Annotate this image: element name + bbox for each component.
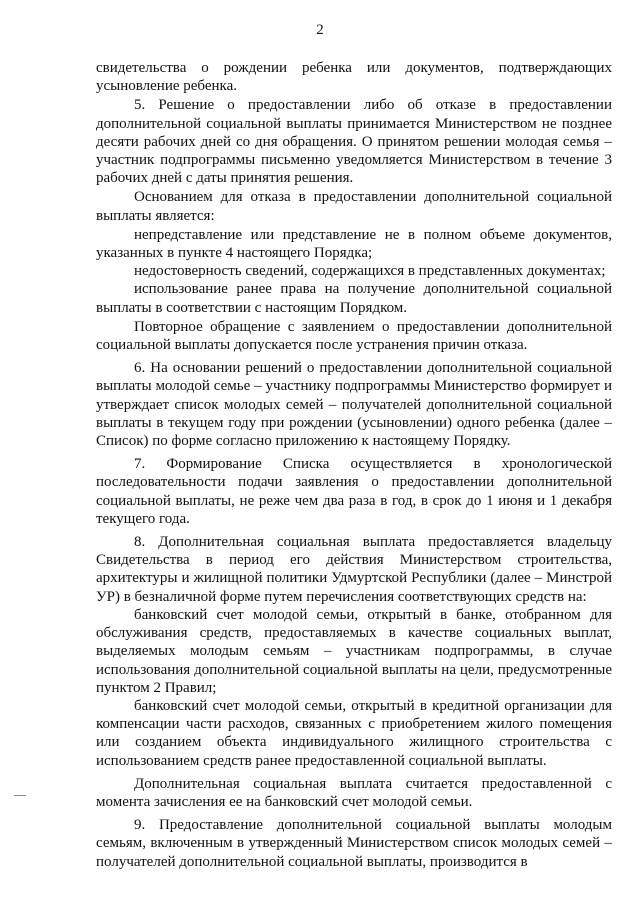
page-number: 2 (316, 22, 324, 38)
paragraph-ground-unreliable: недостоверность сведений, содержащихся в представленных документах; (134, 263, 606, 280)
paragraph-bank-account-credit: банковский счет молодой семьи, открытый в кредитной организации для компенсации части расходов, связанных с приобретением жилого помещения или созданием объекта индивидуального жилищного строительства с использованием средств ранее предоставленной социальной выплаты. (96, 697, 612, 769)
paragraph-provided-moment: Дополнительная социальная выплата считается предоставленной с момента зачисления ее на банковский счет молодой семьи. (96, 775, 612, 810)
paragraph-item-9: 9. Предоставление дополнительной социальной выплаты молодым семьям, включенным в утвержденный Министерством список молодых семей – получателей дополнительной социальной выплаты, производится в (96, 817, 612, 870)
paragraph-item-7: 7. Формирование Списка осуществляется в хронологической последовательности подачи заявления о предоставлении дополнительной социальной выплаты, не реже чем два раза в год, в срок до 1 июня и 1 декабря текущего года. (96, 456, 612, 527)
paragraph-item-5: 5. Решение о предоставлении либо об отказе в предоставлении дополнительной социальной выплаты принимается Министерством не позднее десяти рабочих дней со дня обращения. О принятом решении молодая семья – участник подпрограммы письменно уведомляется Министерством в течение 3 рабочих дней с даты принятия решения. (96, 97, 612, 187)
paragraph-continuation: свидетельства о рождении ребенка или документов, подтверждающих усыновление ребенка. (96, 60, 612, 95)
document-body (96, 59, 612, 871)
paragraph-repeat-appeal: Повторное обращение с заявлением о предоставлении дополнительной социальной выплаты допускается после устранения причин отказа. (96, 318, 612, 354)
paragraph-item-6: 6. На основании решений о предоставлении дополнительной социальной выплаты молодой семье – участнику подпрограммы Министерство формирует и утверждает список молодых семей – получателей дополнительной социальной выплаты в текущем году при рождении (усыновлении) одного ребенка (далее – Список) по форме согласно приложению к настоящему Порядку. (96, 360, 612, 450)
paragraph-bank-account-bank: банковский счет молодой семьи, открытый в банке, отобранном для обслуживания средств, предоставляемых в качестве социальных выплат, выделяемых молодым семьям – участникам подпрограммы, в случае использования дополнительной социальной выплаты на цели, предусмотренные пунктом 2 Правил; (96, 606, 612, 696)
margin-mark (14, 795, 26, 796)
paragraph-ground-used-right: использование ранее права на получение дополнительной социальной выплаты в соответствии с настоящим Порядком. (96, 281, 612, 316)
paragraph-refusal-grounds: Основанием для отказа в предоставлении дополнительной социальной выплаты является: (96, 189, 612, 224)
paragraph-ground-incomplete: непредставление или представление не в полном объеме документов, указанных в пункте 4 настоящего Порядка; (96, 226, 612, 262)
paragraph-item-8: 8. Дополнительная социальная выплата предоставляется владельцу Свидетельства в период его действия Министерством строительства, архитектуры и жилищной политики Удмуртской Республики (далее – Минстрой УР) в безналичной форме путем перечисления соответствующих средств на: (96, 534, 612, 605)
